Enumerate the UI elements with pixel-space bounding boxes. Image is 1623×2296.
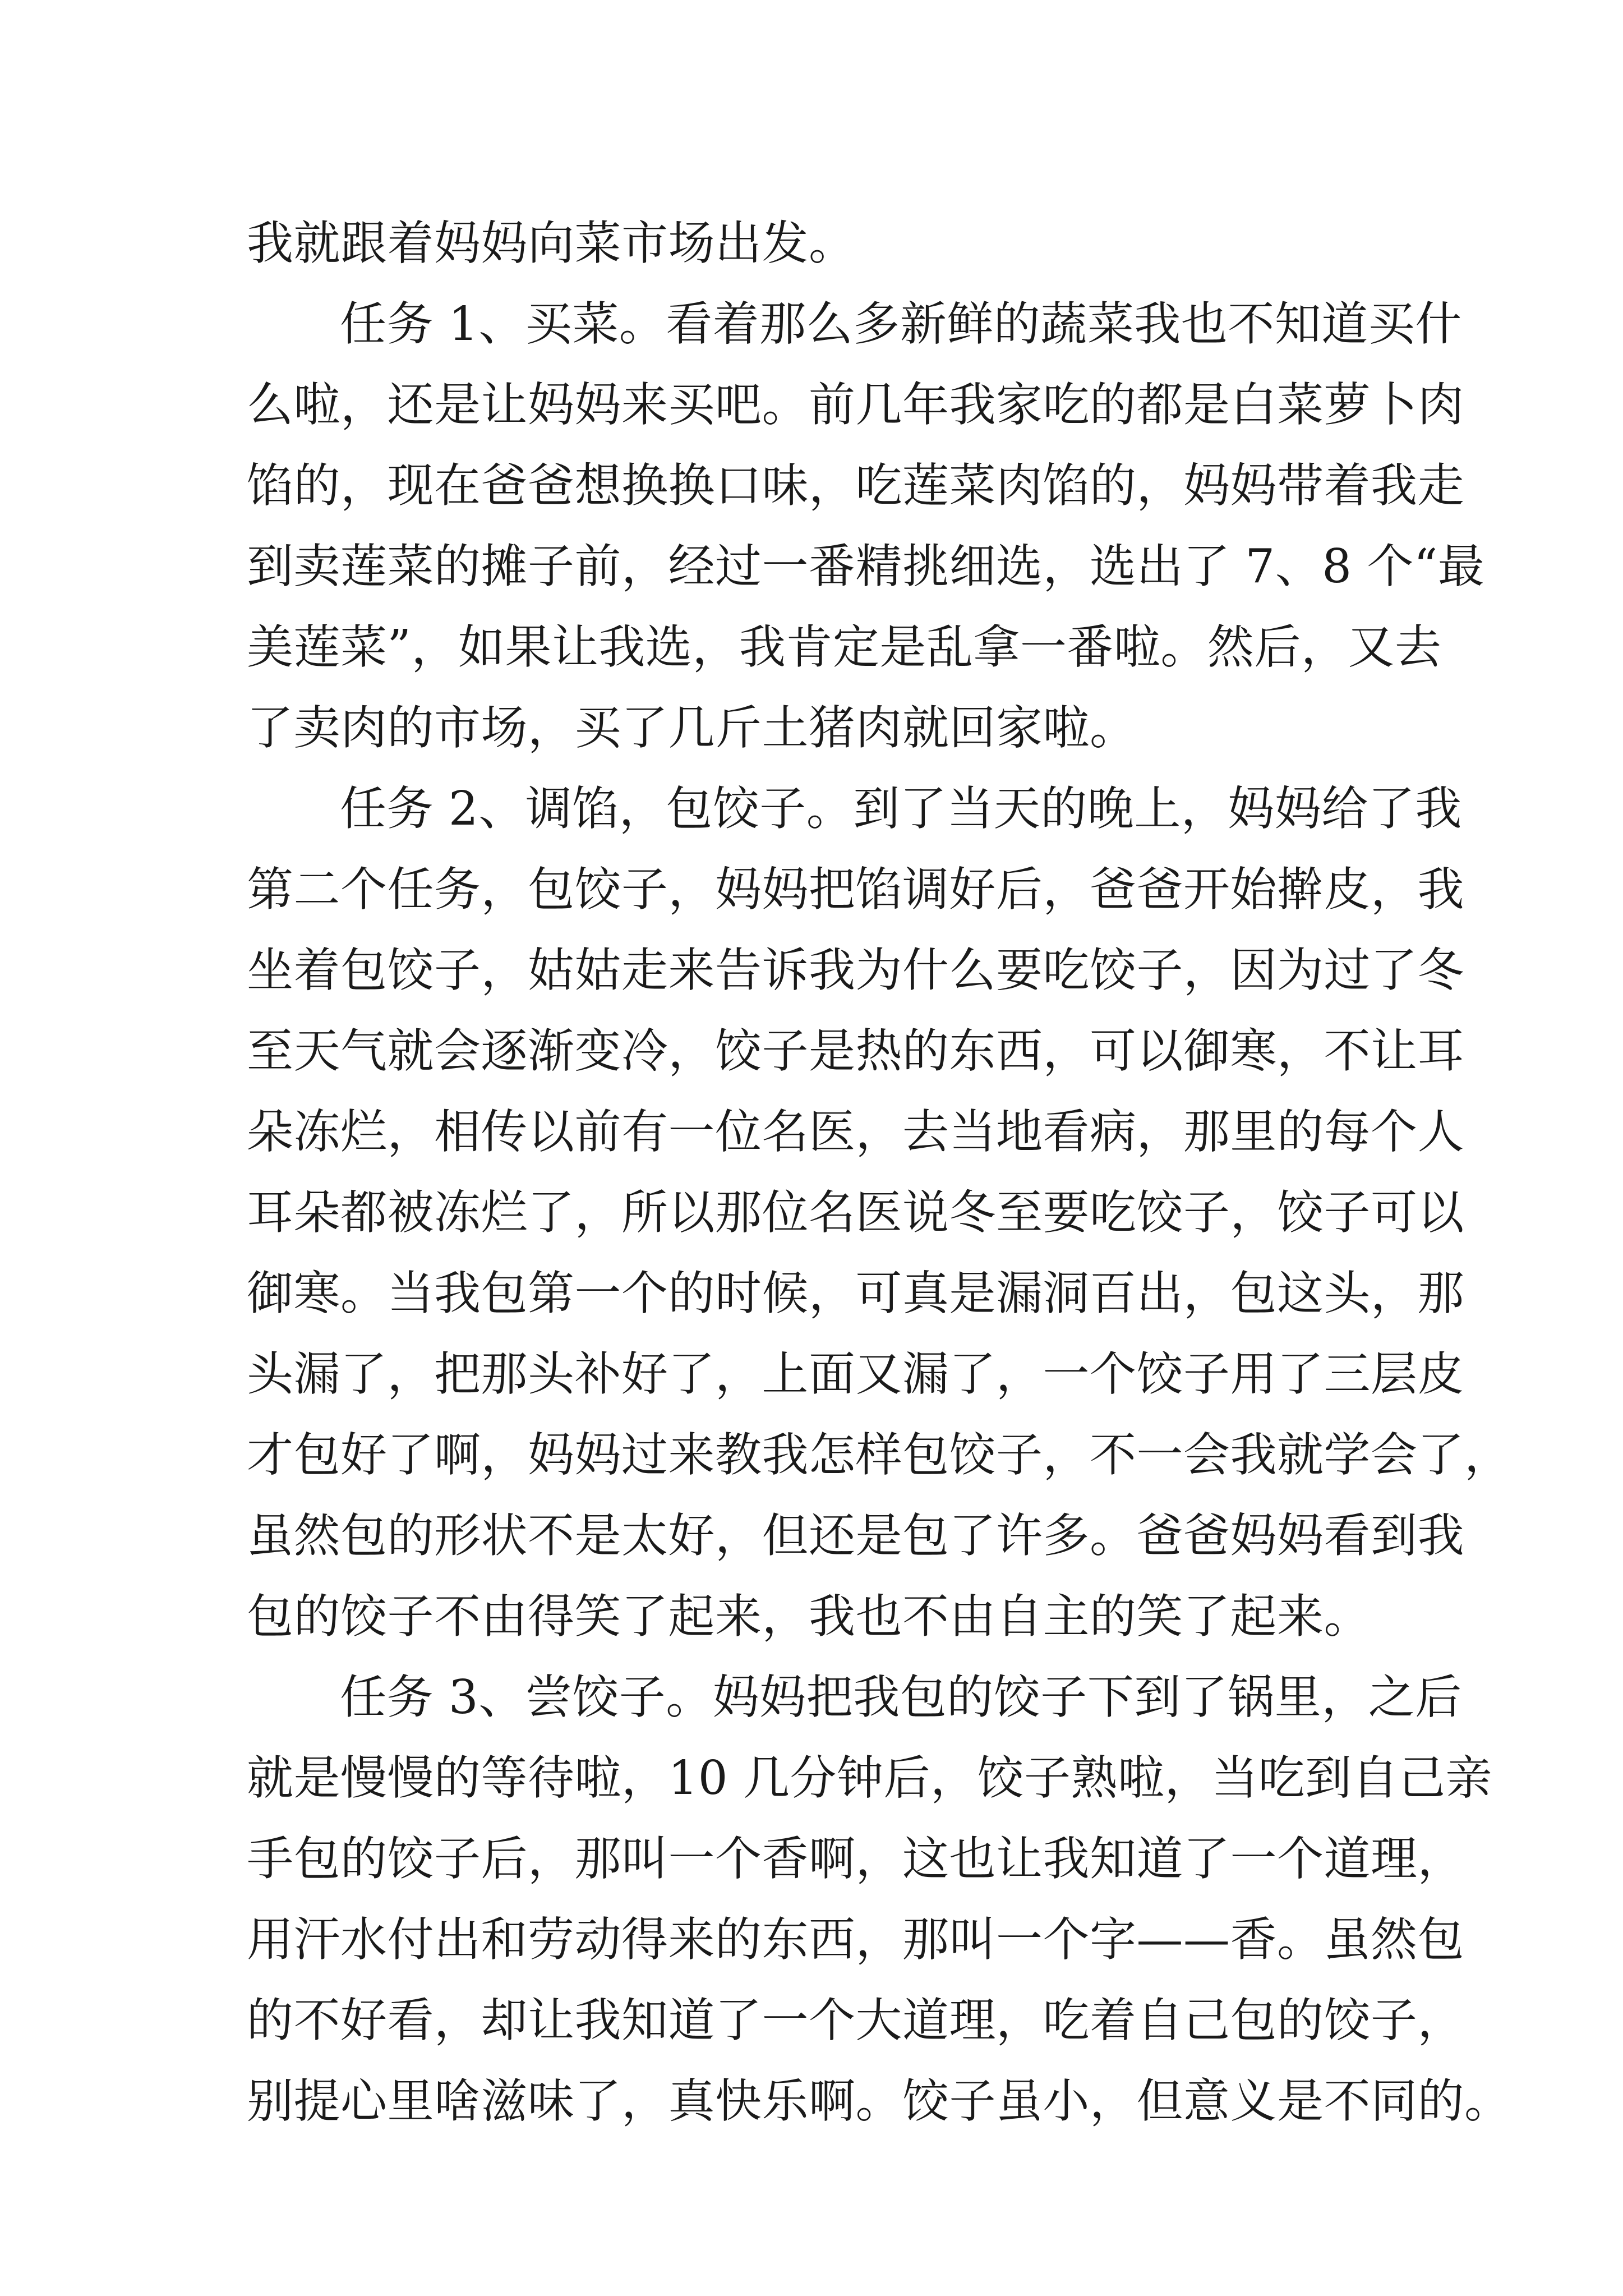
- text-line: 用汗水付出和劳动得来的东西，那叫一个字——香。虽然包: [247, 1912, 1464, 1967]
- text-line: 包的饺子不由得笑了起来，我也不由自主的笑了起来。: [247, 1589, 1371, 1644]
- text-line: 头漏了，把那头补好了，上面又漏了，一个饺子用了三层皮: [247, 1347, 1464, 1401]
- text-line: 任务 2、调馅，包饺子。到了当天的晚上，妈妈给了我: [340, 781, 1462, 836]
- body-text: [247, 203, 1511, 2142]
- text-line: 手包的饺子后，那叫一个香啊，这也让我知道了一个道理，: [247, 1832, 1464, 1886]
- text-line: 坐着包饺子，姑姑走来告诉我为什么要吃饺子，因为过了冬: [247, 943, 1464, 997]
- text-line: 么啦，还是让妈妈来买吧。前几年我家吃的都是白菜萝卜肉: [247, 378, 1464, 432]
- text-line: 才包好了啊，妈妈过来教我怎样包饺子，不一会我就学会了，: [247, 1428, 1511, 1482]
- text-line: 至天气就会逐渐变冷，饺子是热的东西，可以御寒，不让耳: [247, 1024, 1464, 1078]
- text-line: 的不好看，却让我知道了一个大道理，吃着自己包的饺子，: [247, 1993, 1464, 2047]
- text-line: 馅的，现在爸爸想换换口味，吃莲菜肉馅的，妈妈带着我走: [247, 458, 1464, 513]
- text-line: 任务 1、买菜。看着那么多新鲜的蔬菜我也不知道买什: [340, 297, 1462, 351]
- text-line: 了卖肉的市场，买了几斤土猪肉就回家啦。: [247, 701, 1137, 755]
- text-line: 就是慢慢的等待啦，10 几分钟后，饺子熟啦，当吃到自己亲: [247, 1751, 1492, 1805]
- text-line: 别提心里啥滋味了，真快乐啊。饺子虽小，但意义是不同的。: [247, 2074, 1511, 2128]
- text-line: 我就跟着妈妈向菜市场出发。: [247, 216, 856, 270]
- text-line: 朵冻烂，相传以前有一位名医，去当地看病，那里的每个人: [247, 1105, 1464, 1159]
- text-line: 御寒。当我包第一个的时候，可真是漏洞百出，包这头，那: [247, 1266, 1464, 1320]
- text-line: 耳朵都被冻烂了，所以那位名医说冬至要吃饺子，饺子可以: [247, 1185, 1464, 1240]
- text-line: 虽然包的形状不是太好，但还是包了许多。爸爸妈妈看到我: [247, 1508, 1464, 1563]
- text-line: 美莲菜”，如果让我选，我肯定是乱拿一番啦。然后，又去: [247, 620, 1442, 674]
- text-line: 第二个任务，包饺子，妈妈把馅调好后，爸爸开始擀皮，我: [247, 862, 1464, 917]
- text-line: 任务 3、尝饺子。妈妈把我包的饺子下到了锅里，之后: [340, 1670, 1462, 1724]
- text-line: 到卖莲菜的摊子前，经过一番精挑细选，选出了 7、8 个“最: [247, 539, 1485, 593]
